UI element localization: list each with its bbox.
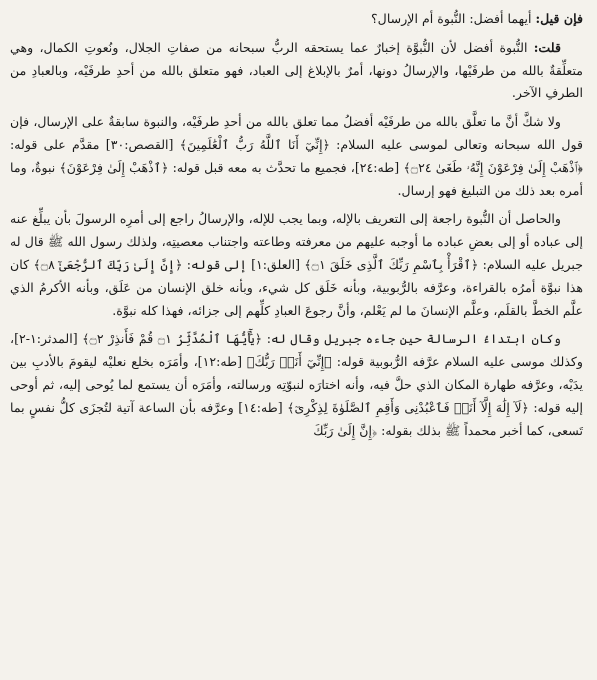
paragraph-answer — [10, 37, 583, 105]
question-text: أيهما أفضل: النُّبوة أم الإرسال؟ — [371, 11, 532, 26]
answer-lead: قلت: — [533, 39, 561, 55]
paragraph-3: ولا شكَّ أنَّ ما تعلَّق بالله من طرفَيْه أفضلُ مما تعلق بالله من أحدِ طرفَيْه، والنبوة سابقةٌ على الإرسال، فإن قول الله سبحانه وتعالى لموسى عليه السلام: ﴿إِنِّيٓ أَنَا ٱللَّهُ رَبُّ ٱلْعَٰلَمِينَ﴾ [القصص:٣٠] مقدَّم على قوله: ﴿ٱذْهَبْ إِلَىٰ فِرْعَوْنَ إِنَّهُۥ طَغَىٰ ۝٢٤﴾ [طه:٢٤]، فجميع ما تحدَّث به معه قبل قوله: ﴿ٱذْهَبْ إِلَىٰ فِرْعَوْنَ﴾ نبوةٌ، وما أمره بعد ذلك من التبليغ فهو إرسال. — [10, 114, 583, 198]
question-lead: فإن قيل: — [535, 11, 583, 26]
paragraph-question — [10, 8, 583, 31]
paragraph-4: والحاصل أن النُّبوة راجعة إلى التعريف بالإله، وبما يجب للإله، والإرسالُ راجع إلى أمرِه الرسولَ بأن يبلِّغ عنه إلى عباده أو إلى بعضِ عباده ما أوجبه عليهم من معرفته وطاعته واجتناب معصيتِه، ولذلك رسول الله ﷺ قال له جبريل عليه السلام: ﴿ٱقْرَأْ بِٱسْمِ رَبِّكَ ٱلَّذِى خَلَقَ ۝١﴾ [العلق:١] إلى قوله: ﴿إِنَّ إِلَىٰ رَبِّكَ ٱلرُّجْعَىٰٓ ۝٨﴾ كان هذا نبوَّة أمرُه بالقراءة، وعرَّفه بالرُّبوبية، وبأنه خَلَق كل شيء، وبأنه خلق الإنسان من عَلَق، وبأنه الأكرمُ الذي علَّم الخطَّ بالقلَم، وعلَّم الإنسانَ ما لم يَعْلم، وأنَّ رجوعَ العبادِ كلِّهم إلى جزائه، فهذا كله نبوَّة. — [10, 211, 583, 318]
answer-text: النُّبوة أفضل لأن النُّبوَّة إخبارٌ عما يستحقه الربُّ سبحانه من صفاتِ الجلال، ونُعوتِ الكمال، وهي متعلِّقةٌ بالله من طرفَيْها، والإرسالُ دونها، أمرٌ بالإبلاغ إلى العباد، فهو متعلق بالله من أحدِ طرفَيْه، وبالعبادِ من الطرفِ الآخر. — [10, 39, 583, 101]
paragraph-5: وكان ابتداءُ الرسالة حين جاءه جبريل وقال له: ﴿يَٰٓأَيُّهَا ٱلْمُدَّثِّرُ ۝١ قُمْ فَأَنذِرْ ۝٢﴾ [المدثر:١-٢]، وكذلك موسى عليه السلام عرَّفه الرُّبوبية قوله: ﴿إِنِّيٓ أَنَا۠ رَبُّكَ﴾ [طه:١٢]، وأمَرَه بخلع نعليْه ليقومَ بالأدبِ بين يدَيْه، وعرَّفه طهارة المكان الذي حلَّ فيه، وأنه اختارَه لنبوّتِه ورسالته، وأمَرَه أن يستمع لما يُوحى إليه، ثم أوحى إليه قوله: ﴿لَآ إِلَٰهَ إِلَّآ أَنَا۠ فَٱعْبُدْنِى وَأَقِمِ ٱلصَّلَوٰةَ لِذِكْرِىٓ﴾ [طه:١٤] وعرَّفه بأن الساعة آتية لتُجزَى كلُّ نفسٍ بما تَسعى، كما أخبر محمداً ﷺ بذلك بقوله: ﴿إِنَّ إِلَىٰ رَبِّكَ — [10, 331, 584, 438]
